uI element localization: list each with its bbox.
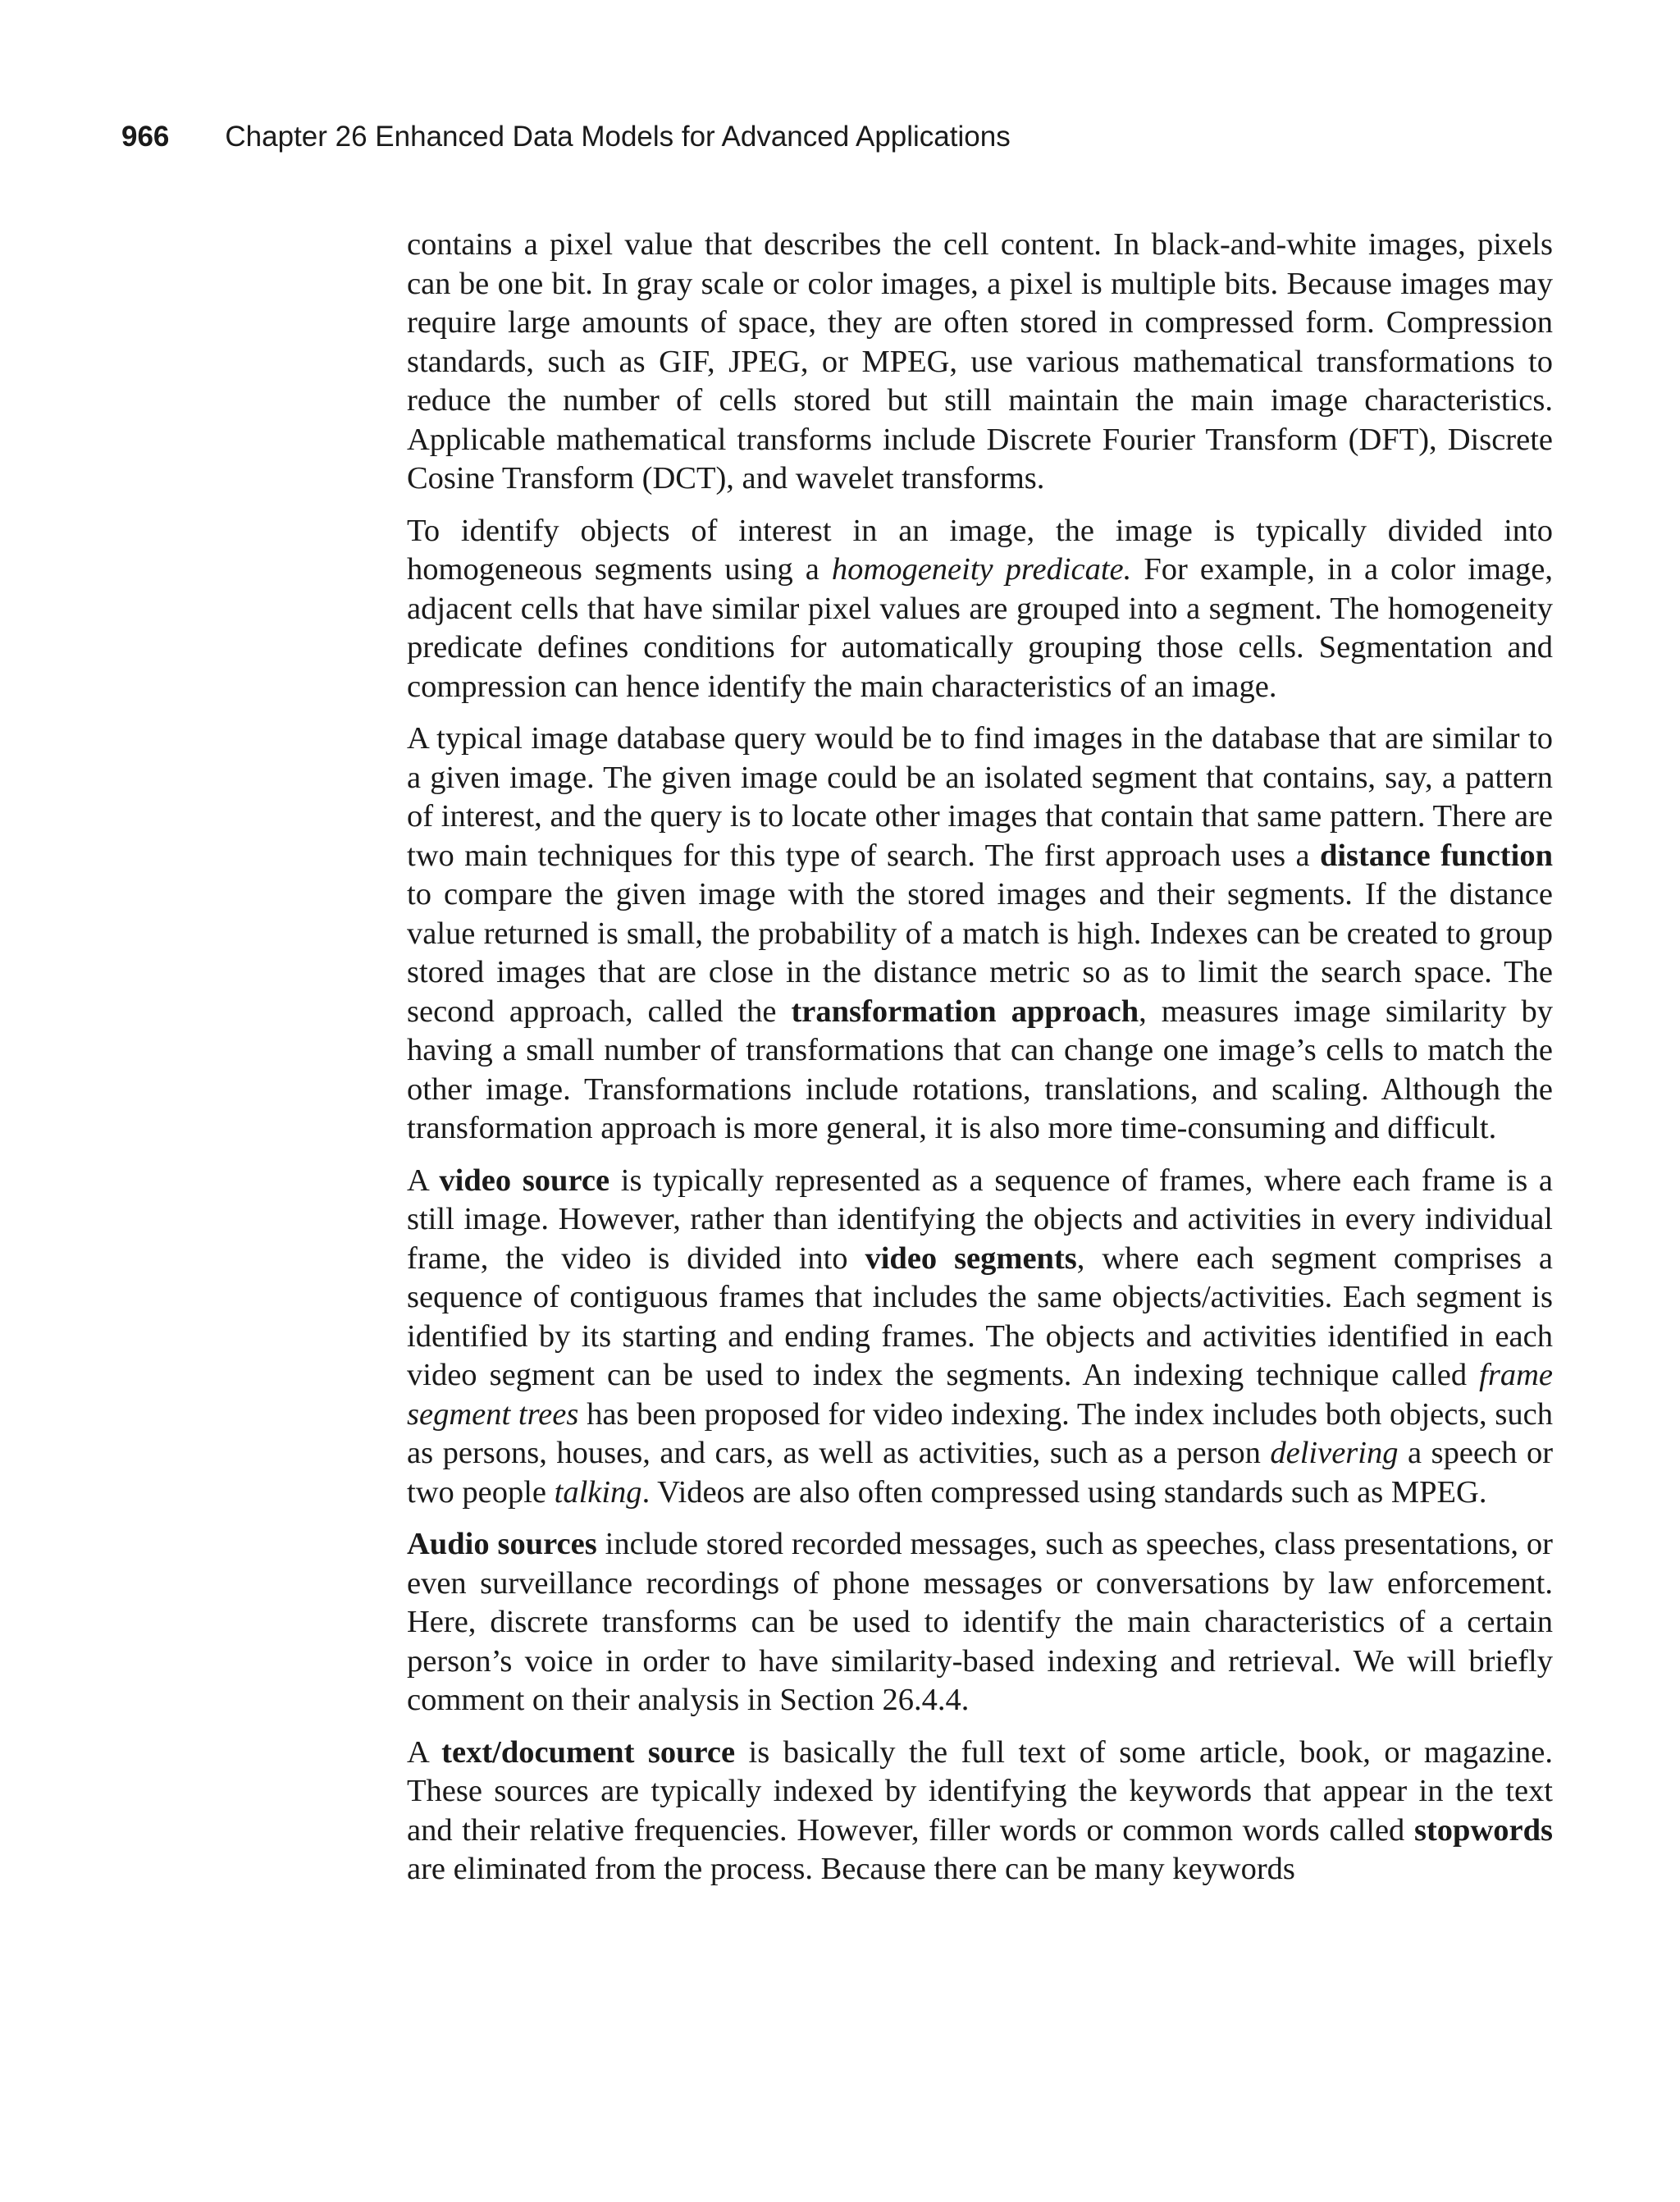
text-run: To identify objects of interest in an image, the image is typically divided into homogeneous segments using a: [407, 513, 1553, 587]
text-run: A: [407, 1163, 440, 1198]
paragraph-image-query: [407, 720, 1553, 1149]
italic-term: frame segment trees: [407, 1358, 1553, 1432]
bold-term: Audio sources: [407, 1527, 597, 1561]
bold-term: distance function: [1319, 838, 1553, 873]
body-text: [407, 226, 1553, 1903]
paragraph-video-source: [407, 1162, 1553, 1513]
paragraph-text-document-source: [407, 1734, 1553, 1889]
paragraph-homogeneity: [407, 512, 1553, 707]
chapter-title: Chapter 26 Enhanced Data Models for Advanced Applications: [225, 121, 1011, 153]
bold-term: text/document source: [441, 1734, 736, 1770]
text-run: contains a pixel value that describes the cell content. In black-and-white images, pixels can be one bit. In gray scale or color images, a pixel is multiple bits. Because images may require large amounts of space, they are often stored in compressed form. Compression standards, such as GIF, JPEG, or MPEG, use various mathematical transformations to reduce the number of cells stored but still maintain the main image characteristics. Applicable mathematical transforms include Discrete Fourier Transform (DFT), Discrete Cosine Transform (DCT), and wavelet transforms.: [407, 227, 1553, 496]
paragraph-audio-sources: [407, 1525, 1553, 1720]
bold-term: video segments: [865, 1240, 1077, 1276]
text-run: to compare the given image with the stored images and their segments. If the distance value returned is small, the probability of a match is high. Indexes can be created to group stored images that are close in the distance metric so as to limit the search space. The second approach, called the: [407, 877, 1553, 1029]
text-run: has been proposed for video indexing. The index includes both objects, such as persons, houses, and cars, as well as activities, such as a person: [407, 1396, 1553, 1470]
text-run: A typical image database query would be to find images in the database that are similar to a given image. The given image could be an isolated segment that contains, say, a pattern of interest, and the query is to locate other images that contain that same pattern. There are two main techniques for this type of search. The first approach uses a: [407, 721, 1553, 873]
text-run: , measures image similarity by having a small number of transformations that can change one image’s cells to match the other image. Transformations include rotations, translations, and scaling. Although the transformation approach is more general, it is also more time-consuming and difficult.: [407, 994, 1554, 1145]
text-run: are eliminated from the process. Because there can be many keywords: [407, 1852, 1295, 1886]
page-number: 966: [121, 121, 170, 153]
bold-term: transformation approach: [791, 994, 1139, 1029]
text-run: For example, in a color image, adjacent cells that have similar pixel values are grouped into a segment. The homogeneity predicate defines conditions for automatically grouping those cells. Segmentation and compression can hence identify the main characteristics of an image.: [407, 552, 1553, 704]
running-head: [121, 116, 1011, 158]
text-run: . Videos are also often compressed using standards such as MPEG.: [641, 1474, 1487, 1510]
paragraph-image-pixels: [407, 226, 1553, 499]
bold-term: stopwords: [1413, 1812, 1553, 1848]
italic-term: delivering: [1270, 1436, 1399, 1470]
text-run: a speech or two people: [407, 1436, 1554, 1510]
text-run: is basically the full text of some article, book, or magazine. These sources are typically indexed by identifying the keywords that appear in the text and their relative frequencies. However, filler words or common words called: [407, 1734, 1553, 1848]
text-run: include stored recorded messages, such as speeches, class presentations, or even surveillance recordings of phone messages or conversations by law enforcement. Here, discrete transforms can be used to identify the main characteristics of a certain person’s voice in order to have similarity-based indexing and retrieval. We will briefly comment on their analysis in Section 26.4.4.: [407, 1527, 1553, 1717]
italic-term: homogeneity predicate.: [831, 552, 1132, 587]
text-run: is typically represented as a sequence of frames, where each frame is a still image. However, rather than identifying the objects and activities in every individual frame, the video is divided into: [407, 1163, 1553, 1276]
bold-term: video source: [439, 1163, 610, 1198]
text-run: , where each segment comprises a sequence of contiguous frames that includes the same objects/activities. Each segment is identified by its starting and ending frames. The objects and activities identified in each video segment can be used to index the segments. An indexing technique called: [407, 1240, 1554, 1392]
italic-term: talking: [554, 1474, 642, 1510]
text-run: A: [407, 1734, 442, 1770]
